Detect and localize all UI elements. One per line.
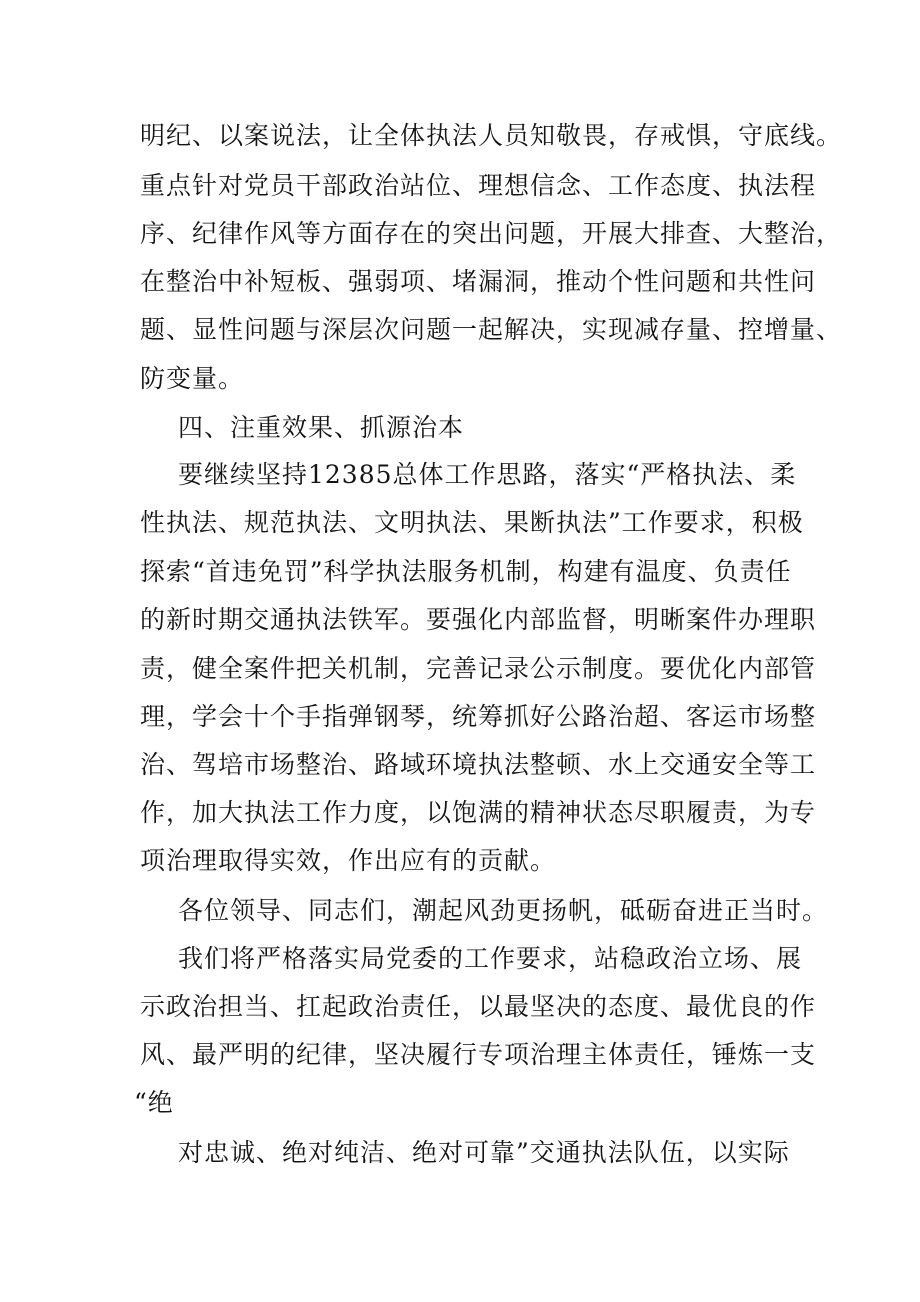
text-line: 理，学会十个手指弹钢琴，统筹抓好公路治超、客运市场整 xyxy=(140,702,817,731)
text-line: 对忠诚、绝对纯洁、绝对可靠”交通执法队伍，以实际 xyxy=(178,1138,790,1167)
text-line: 序、纪律作风等方面存在的突出问题，开展大排查、大整治， xyxy=(140,219,843,248)
text-line: 题、显性问题与深层次问题一起解决，实现减存量、控增量、 xyxy=(140,315,843,344)
text-line: 的新时期交通执法铁军。要强化内部监督，明晰案件办理职 xyxy=(140,605,817,634)
text-line: 性执法、规范执法、文明执法、果断执法”工作要求，积极 xyxy=(140,508,804,537)
text-line: 示政治担当、扛起政治责任，以最坚决的态度、最优良的作 xyxy=(140,992,817,1021)
text-line: 明纪、以案说法，让全体执法人员知敬畏，存戒惧，守底线。 xyxy=(140,121,843,150)
text-line: “绝 xyxy=(134,1088,174,1117)
text-line: 责，健全案件把关机制，完善记录公示制度。要优化内部管 xyxy=(140,654,817,683)
text-line: 要继续坚持12385总体工作思路，落实“严格执法、柔 xyxy=(178,460,797,489)
section-heading: 四、注重效果、抓源治本 xyxy=(178,413,465,442)
text-line: 风、最严明的纪律，坚决履行专项治理主体责任，锤炼一支 xyxy=(140,1040,817,1069)
text-line: 各位领导、同志们，潮起风劲更扬帆，砥砺奋进正当时。 xyxy=(178,896,829,925)
text-line: 我们将严格落实局党委的工作要求，站稳政治立场、展 xyxy=(178,944,803,973)
text-line: 作，加大执法工作力度，以饱满的精神状态尽职履责，为专 xyxy=(140,798,817,827)
text-line: 探索“首违免罚”科学执法服务机制，构建有温度、负责任 xyxy=(140,557,792,586)
text-line: 项治理取得实效，作出应有的贡献。 xyxy=(140,846,557,875)
text-line: 在整治中补短板、强弱项、堵漏洞，推动个性问题和共性问 xyxy=(140,267,817,296)
text-line: 重点针对党员干部政治站位、理想信念、工作态度、执法程 xyxy=(140,171,817,200)
text-line: 防变量。 xyxy=(140,364,245,393)
text-line: 治、驾培市场整治、路域环境执法整顿、水上交通安全等工 xyxy=(140,750,817,779)
